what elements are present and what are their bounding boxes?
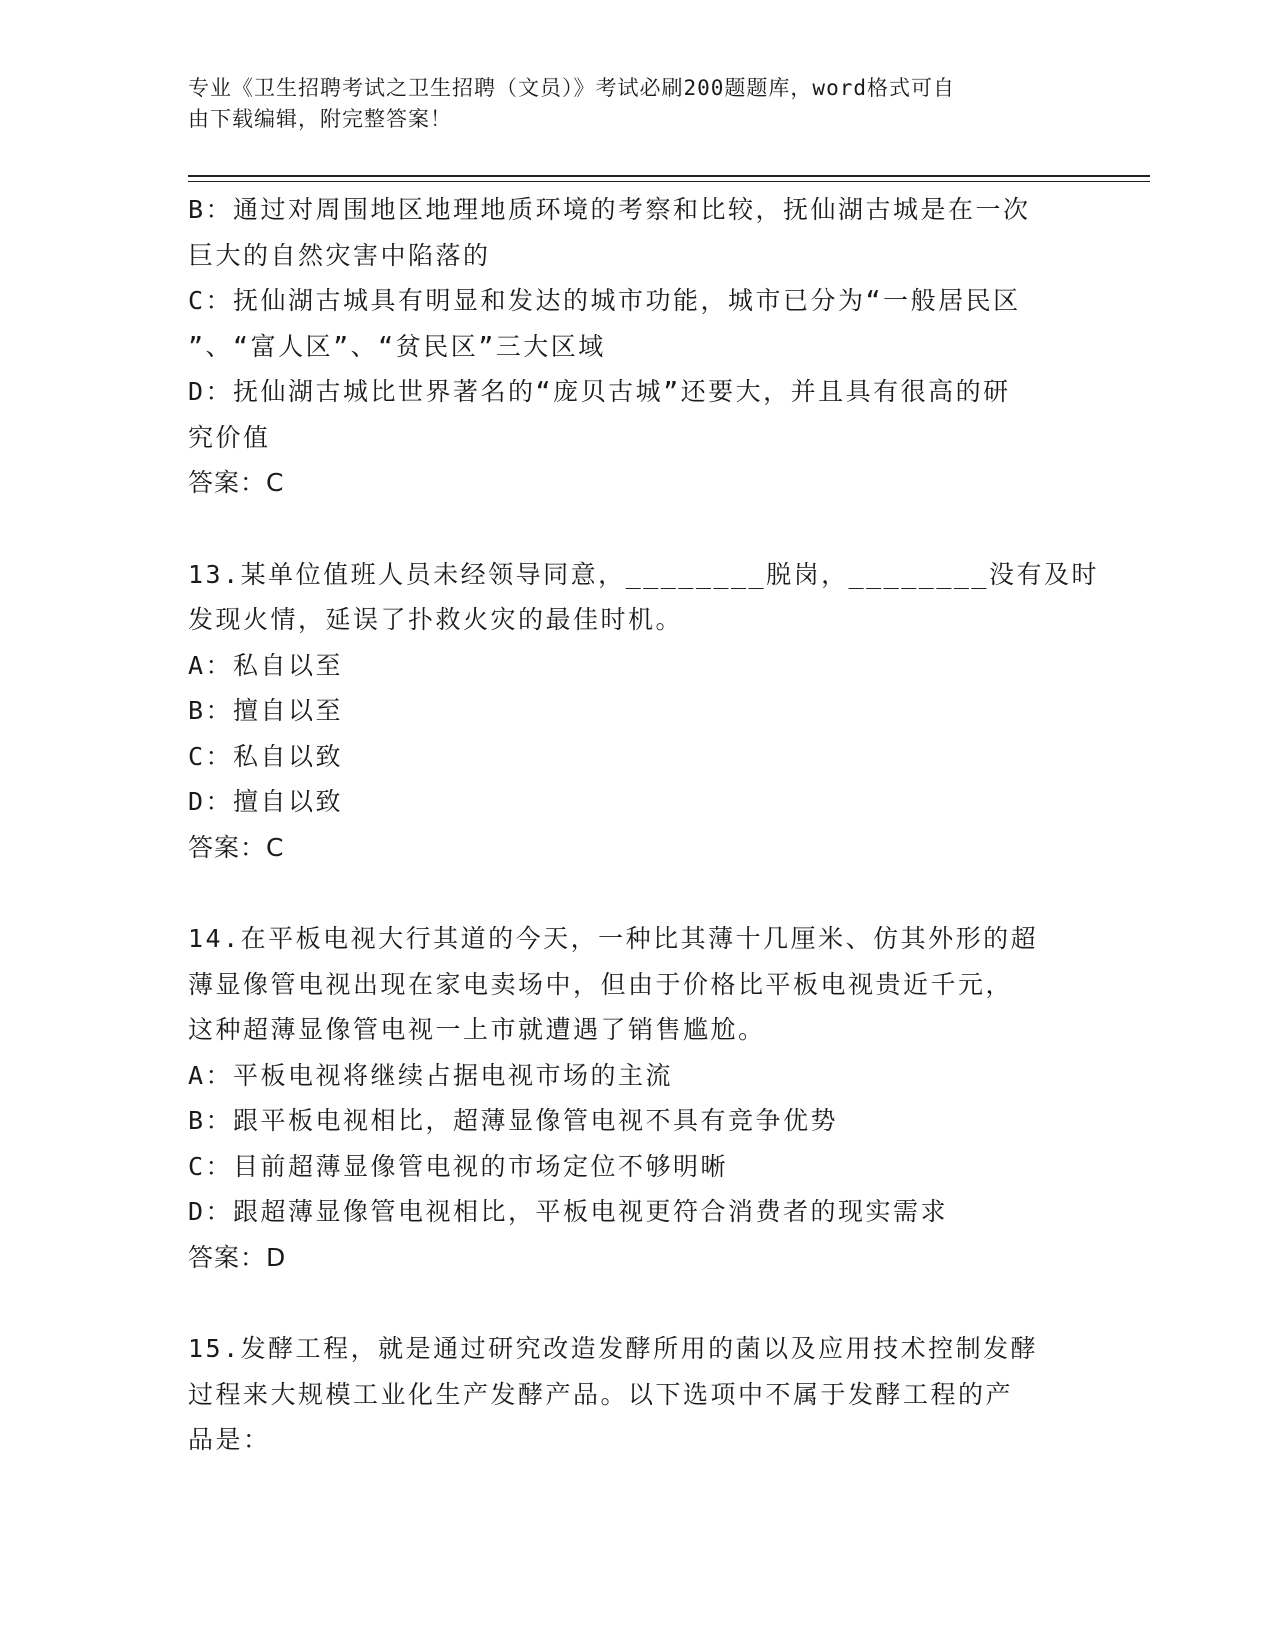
option-d: D：擅自以致 [188, 787, 344, 816]
option-a: A：私自以至 [188, 650, 344, 680]
question-stem-line-2: 薄显像管电视出现在家电卖场中，但由于价格比平板电视贵近千元， [188, 969, 1014, 999]
option-a: A：平板电视将继续占据电视市场的主流 [188, 1060, 674, 1090]
question-stem-line-1: 15.发酵工程，就是通过研究改造发酵所用的菌以及应用技术控制发酵 [188, 1334, 1039, 1363]
document-header [188, 73, 1088, 135]
question-13 [188, 552, 1099, 871]
answer: 答案：C [188, 832, 285, 862]
question-stem-line-2: 过程来大规模工业化生产发酵产品。以下选项中不属于发酵工程的产 [188, 1379, 1014, 1409]
option-b: B：跟平板电视相比，超薄显像管电视不具有竞争优势 [188, 1106, 839, 1135]
question-list [188, 187, 1099, 1463]
option-c: C：私自以致 [188, 741, 344, 771]
option-d-line-1: D：抚仙湖古城比世界著名的“庞贝古城”还要大，并且具有很高的研 [188, 377, 1011, 406]
question-14 [188, 916, 1088, 1280]
header-line-1: 专业《卫生招聘考试之卫生招聘（文员）》考试必刷200题题库，word格式可自 [188, 76, 955, 100]
answer: 答案：C [188, 468, 285, 497]
question-stem-line-3: 品是： [188, 1425, 271, 1454]
option-b: B：擅自以至 [188, 696, 344, 725]
question-15 [188, 1326, 1088, 1463]
option-d: D：跟超薄显像管电视相比，平板电视更符合消费者的现实需求 [188, 1197, 949, 1226]
answer: 答案：D [188, 1242, 287, 1272]
header-line-2: 由下载编辑，附完整答案！ [188, 107, 452, 131]
option-b-line-1: B：通过对周围地区地理地质环境的考察和比较，抚仙湖古城是在一次 [188, 195, 1031, 224]
option-c-line-1: C：抚仙湖古城具有明显和发达的城市功能，城市已分为“一般居民区 [188, 286, 1021, 315]
option-c: C：目前超薄显像管电视的市场定位不够明晰 [188, 1151, 729, 1181]
option-c-line-2: ”、“富人区”、“贫民区”三大区域 [188, 331, 606, 361]
question-stem-line-1: 13.某单位值班人员未经领导同意，________脱岗，________没有及时 [188, 559, 1099, 589]
header-divider-thick [188, 175, 1150, 177]
option-d-line-2: 究价值 [188, 422, 271, 452]
question-12 [188, 187, 1088, 506]
option-b-line-2: 巨大的自然灾害中陷落的 [188, 240, 491, 270]
header-divider-thin [188, 181, 1150, 182]
question-stem-line-2: 发现火情，延误了扑救火灾的最佳时机。 [188, 605, 684, 634]
question-stem-line-1: 14.在平板电视大行其道的今天，一种比其薄十几厘米、仿其外形的超 [188, 924, 1039, 953]
question-stem-line-3: 这种超薄显像管电视一上市就遭遇了销售尴尬。 [188, 1015, 766, 1044]
